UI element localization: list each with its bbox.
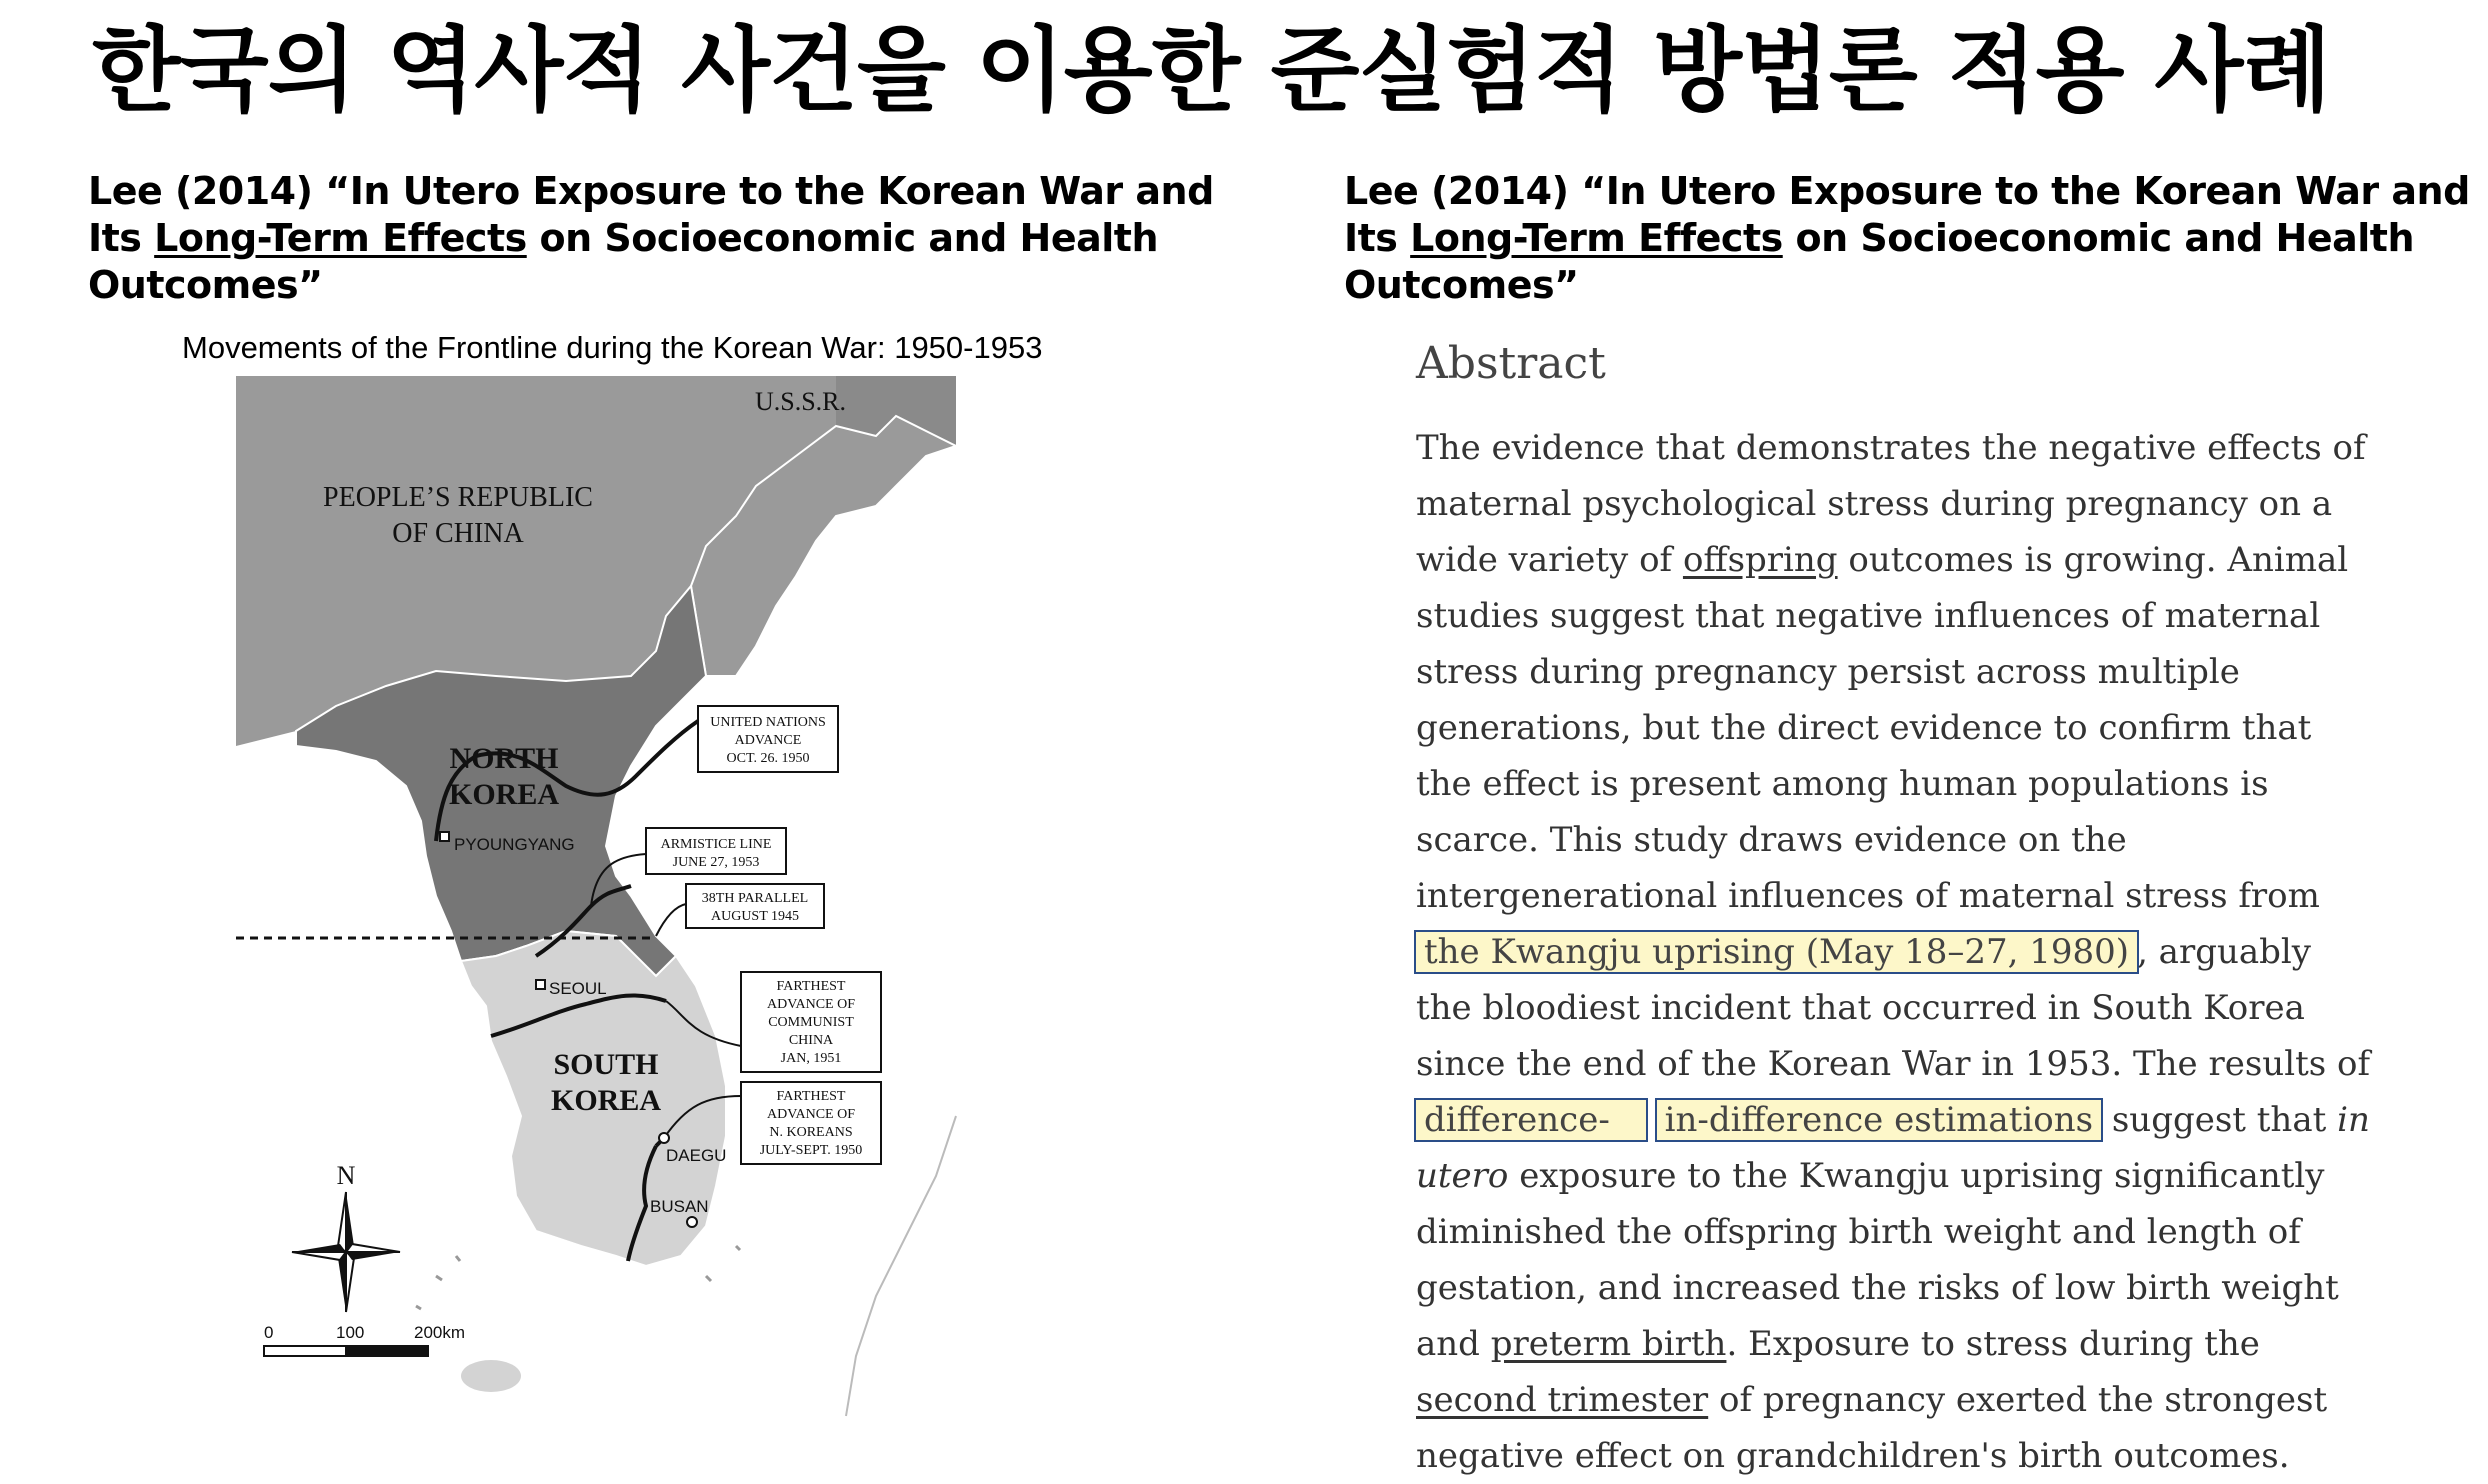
callout-china-advance bbox=[741, 972, 881, 1072]
callout-text: ADVANCE OF bbox=[766, 1107, 856, 1122]
callout-text: 38TH PARALLEL bbox=[701, 891, 809, 906]
busan-marker bbox=[687, 1217, 697, 1227]
link-preterm-birth[interactable]: preterm birth bbox=[1490, 1324, 1727, 1364]
abstract-text: of pregnancy exerted the strongest negative effect on grandchildren's birth outcomes. bbox=[1416, 1380, 2328, 1476]
citation-right bbox=[1344, 168, 2488, 309]
island-dots bbox=[416, 1246, 740, 1309]
callout-text: FARTHEST bbox=[776, 1089, 846, 1104]
pyongyang-marker bbox=[440, 832, 449, 841]
south-korea-label: SOUTH bbox=[553, 1048, 659, 1081]
jeju-island bbox=[461, 1360, 521, 1392]
callout-text: JUNE 27, 1953 bbox=[672, 855, 760, 870]
callout-text: JAN, 1951 bbox=[780, 1051, 842, 1066]
daegu-label: DAEGU bbox=[666, 1146, 727, 1165]
pyongyang-label: PYOUNGYANG bbox=[454, 835, 575, 854]
callout-text: COMMUNIST bbox=[768, 1015, 854, 1030]
citation-text: Lee (2014) “In Utero Exposure to the Korean War and Its bbox=[1344, 169, 2470, 260]
compass-north-label: N bbox=[336, 1161, 356, 1190]
abstract-italic: in utero bbox=[1416, 1100, 2370, 1196]
abstract-body bbox=[1416, 420, 2376, 1484]
seoul-marker bbox=[536, 980, 545, 989]
callout-text: JULY-SEPT. 1950 bbox=[759, 1143, 863, 1158]
link-offspring[interactable]: offspring bbox=[1682, 540, 1838, 580]
citation-underlined: Long-Term Effects bbox=[1410, 216, 1783, 260]
callout-leader bbox=[656, 904, 686, 936]
scale-bar bbox=[264, 1323, 465, 1356]
slide-title: 한국의 역사적 사건을 이용한 준실험적 방법론 적용 사례 bbox=[92, 17, 2331, 124]
abstract-heading: Abstract bbox=[1416, 338, 1606, 389]
citation-text: Lee (2014) “In Utero Exposure to the Korean War and Its bbox=[88, 169, 1214, 260]
scale-label-0: 0 bbox=[264, 1323, 274, 1342]
abstract-text: exposure to the Kwangju uprising significantly diminished the offspring birth weight and length of gestation, and increased the risks of low birth weight and bbox=[1416, 1156, 2339, 1364]
callout-text: FARTHEST bbox=[776, 979, 846, 994]
scale-label-200: 200km bbox=[414, 1323, 466, 1342]
citation-left bbox=[88, 168, 1248, 309]
callout-text: ADVANCE OF bbox=[766, 997, 856, 1012]
callout-text: ADVANCE bbox=[734, 733, 802, 748]
seoul-label: SEOUL bbox=[549, 979, 607, 998]
highlight-did-part2: in-difference estimations bbox=[1655, 1098, 2103, 1142]
link-second-trimester[interactable]: second trimester bbox=[1416, 1380, 1709, 1420]
korean-war-frontline-map bbox=[236, 376, 966, 1436]
highlight-did-part1: difference- bbox=[1414, 1098, 1648, 1142]
callout-text: CHINA bbox=[788, 1033, 834, 1048]
callout-text: N. KOREANS bbox=[769, 1125, 853, 1140]
citation-text: on Socioeconomic and Health Outcomes” bbox=[1344, 216, 2415, 307]
callout-38th-parallel bbox=[686, 884, 824, 928]
china-label: OF CHINA bbox=[392, 518, 524, 549]
daegu-marker bbox=[659, 1133, 669, 1143]
north-korea-label: KOREA bbox=[448, 778, 560, 811]
callout-text: AUGUST 1945 bbox=[710, 909, 800, 924]
abstract-text: outcomes is growing. Animal studies suggest that negative influences of maternal stress during pregnancy persist across multiple generations, but the direct evidence to confirm that the effect is present among human populations is scarce. This study draws evidence on the intergenerational influences of maternal stress from bbox=[1416, 540, 2349, 916]
scale-label-100: 100 bbox=[336, 1323, 365, 1342]
abstract-text: . Exposure to stress during the bbox=[1726, 1324, 2260, 1364]
callout-text: UNITED NATIONS bbox=[710, 715, 826, 730]
south-korea-label: KOREA bbox=[550, 1084, 662, 1117]
abstract-text: , arguably the bloodiest incident that occurred in South Korea since the end of the Korean War in 1953. The results of bbox=[1416, 932, 2371, 1084]
compass-rose-icon bbox=[292, 1161, 400, 1312]
callout-armistice bbox=[646, 828, 786, 874]
highlight-kwangju-uprising: the Kwangju uprising (May 18–27, 1980) bbox=[1414, 930, 2139, 974]
callout-text: OCT. 26. 1950 bbox=[726, 751, 810, 766]
abstract-text: The evidence that demonstrates the negative effects of maternal psychological stress during pregnancy on a wide variety of bbox=[1416, 428, 2366, 580]
abstract-text: suggest that bbox=[2101, 1100, 2338, 1140]
callout-nk-advance bbox=[741, 1082, 881, 1164]
callout-un-advance bbox=[698, 706, 838, 772]
china-label: PEOPLE’S REPUBLIC bbox=[323, 482, 593, 513]
map-caption: Movements of the Frontline during the Korean War: 1950-1953 bbox=[182, 330, 1043, 365]
north-korea-label: NORTH bbox=[449, 742, 559, 775]
ussr-label: U.S.S.R. bbox=[754, 387, 846, 416]
citation-underlined: Long-Term Effects bbox=[154, 216, 527, 260]
citation-text: on Socioeconomic and Health Outcomes” bbox=[88, 216, 1159, 307]
busan-label: BUSAN bbox=[650, 1197, 709, 1216]
callout-text: ARMISTICE LINE bbox=[660, 837, 772, 852]
